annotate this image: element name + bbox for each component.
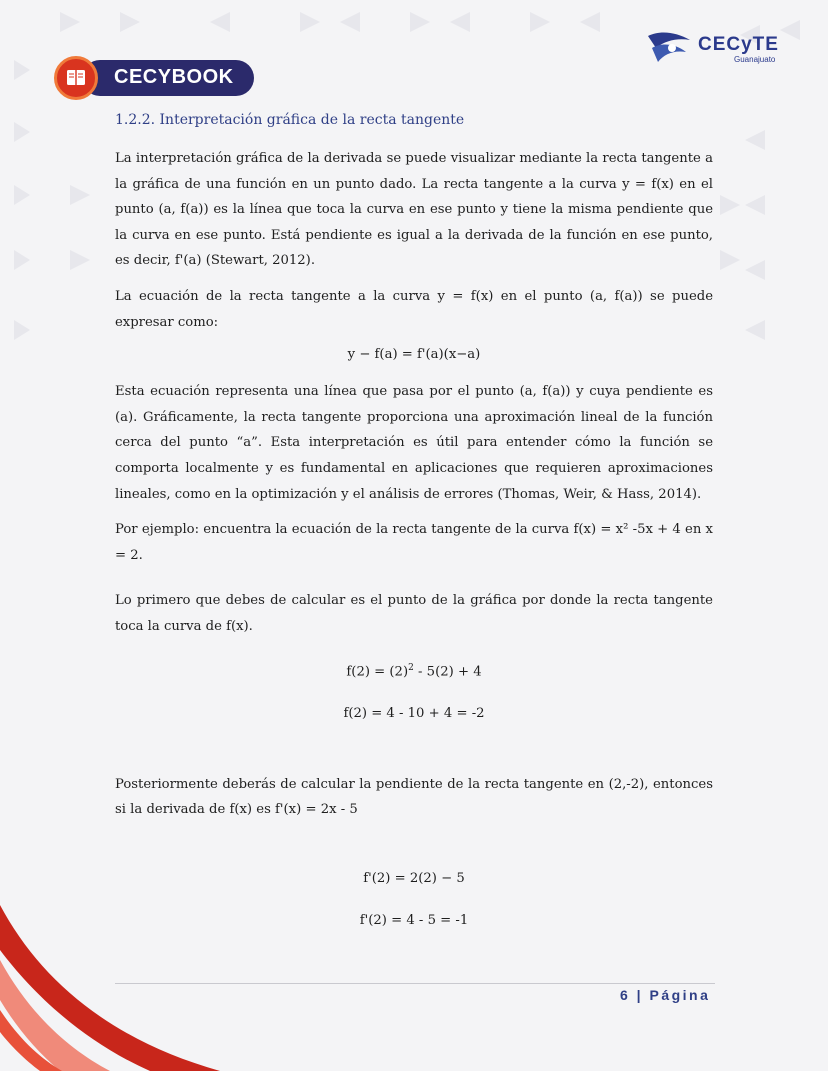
equation-slope-2: f'(2) = 4 - 5 = -1 xyxy=(359,913,469,929)
document-body xyxy=(115,112,713,931)
cecyte-emblem-icon xyxy=(646,30,696,66)
page-number: 6 | Página xyxy=(620,987,711,1003)
paragraph-first-step: Lo primero que debes de calcular es el punto de la gráfica por donde la recta tangente toca la curva de f(x). xyxy=(115,593,713,634)
equation-slope-1: f'(2) = 2(2) − 5 xyxy=(363,871,465,887)
logo-text: CECyTE xyxy=(698,34,779,55)
paragraph-explanation: Esta ecuación representa una línea que pasa por el punto (a, f(a)) y cuya pendiente es (a). Gráficamente, la recta tangente proporciona una aproximación lineal de la función cerca del punto “a”. Esta interpretación es útil para entender cómo la función se comporta localmente y es fundamental en aplicaciones que requieren aproximaciones lineales, como en la optimización y el análisis de errores (Thomas, Weir, & Hass, 2014). xyxy=(115,384,713,502)
book-label: CECYBOOK xyxy=(114,66,234,88)
equation-evaluation-2: f(2) = 4 - 10 + 4 = -2 xyxy=(343,705,485,721)
eval-1-exponent: 2 xyxy=(408,662,414,673)
paragraph-interpretation: La interpretación gráfica de la derivada se puede visualizar mediante la recta tangente a la gráfica de una función en un punto dado. La recta tangente a la curva y = f(x) en el punto (a, f(a)) es la línea que toca la curva en ese punto y tiene la misma pendiente que la curva en ese punto. Está pendiente es igual a la derivada de la función en ese punto, es decir, f'(a) (Stewart, 2012). xyxy=(115,151,713,269)
equation-tangent-line: y − f(a) = f'(a)(x−a) xyxy=(347,347,481,363)
paragraph-equation-intro: La ecuación de la recta tangente a la curva y = f(x) en el punto (a, f(a)) se puede expresar como: xyxy=(115,288,713,330)
cecybook-badge xyxy=(48,54,260,104)
equation-evaluation-1 xyxy=(115,658,713,682)
cecyte-logo xyxy=(646,30,786,70)
footer-divider xyxy=(115,983,715,984)
paragraph-slope-step: Posteriormente deberás de calcular la pendiente de la recta tangente en (2,-2), entonces si la derivada de f(x) es f'(x) = 2x - 5 xyxy=(115,776,713,818)
eval-1-rhs: - 5(2) + 4 xyxy=(413,663,482,679)
logo-subtext: Guanajuato xyxy=(734,55,776,64)
eval-1-lhs: f(2) = (2) xyxy=(346,663,409,679)
book-icon xyxy=(54,56,98,100)
paragraph-example: Por ejemplo: encuentra la ecuación de la recta tangente de la curva f(x) = x² -5x + 4 en x = 2. xyxy=(115,522,713,563)
section-title: 1.2.2. Interpretación gráfica de la recta tangente xyxy=(115,112,465,128)
